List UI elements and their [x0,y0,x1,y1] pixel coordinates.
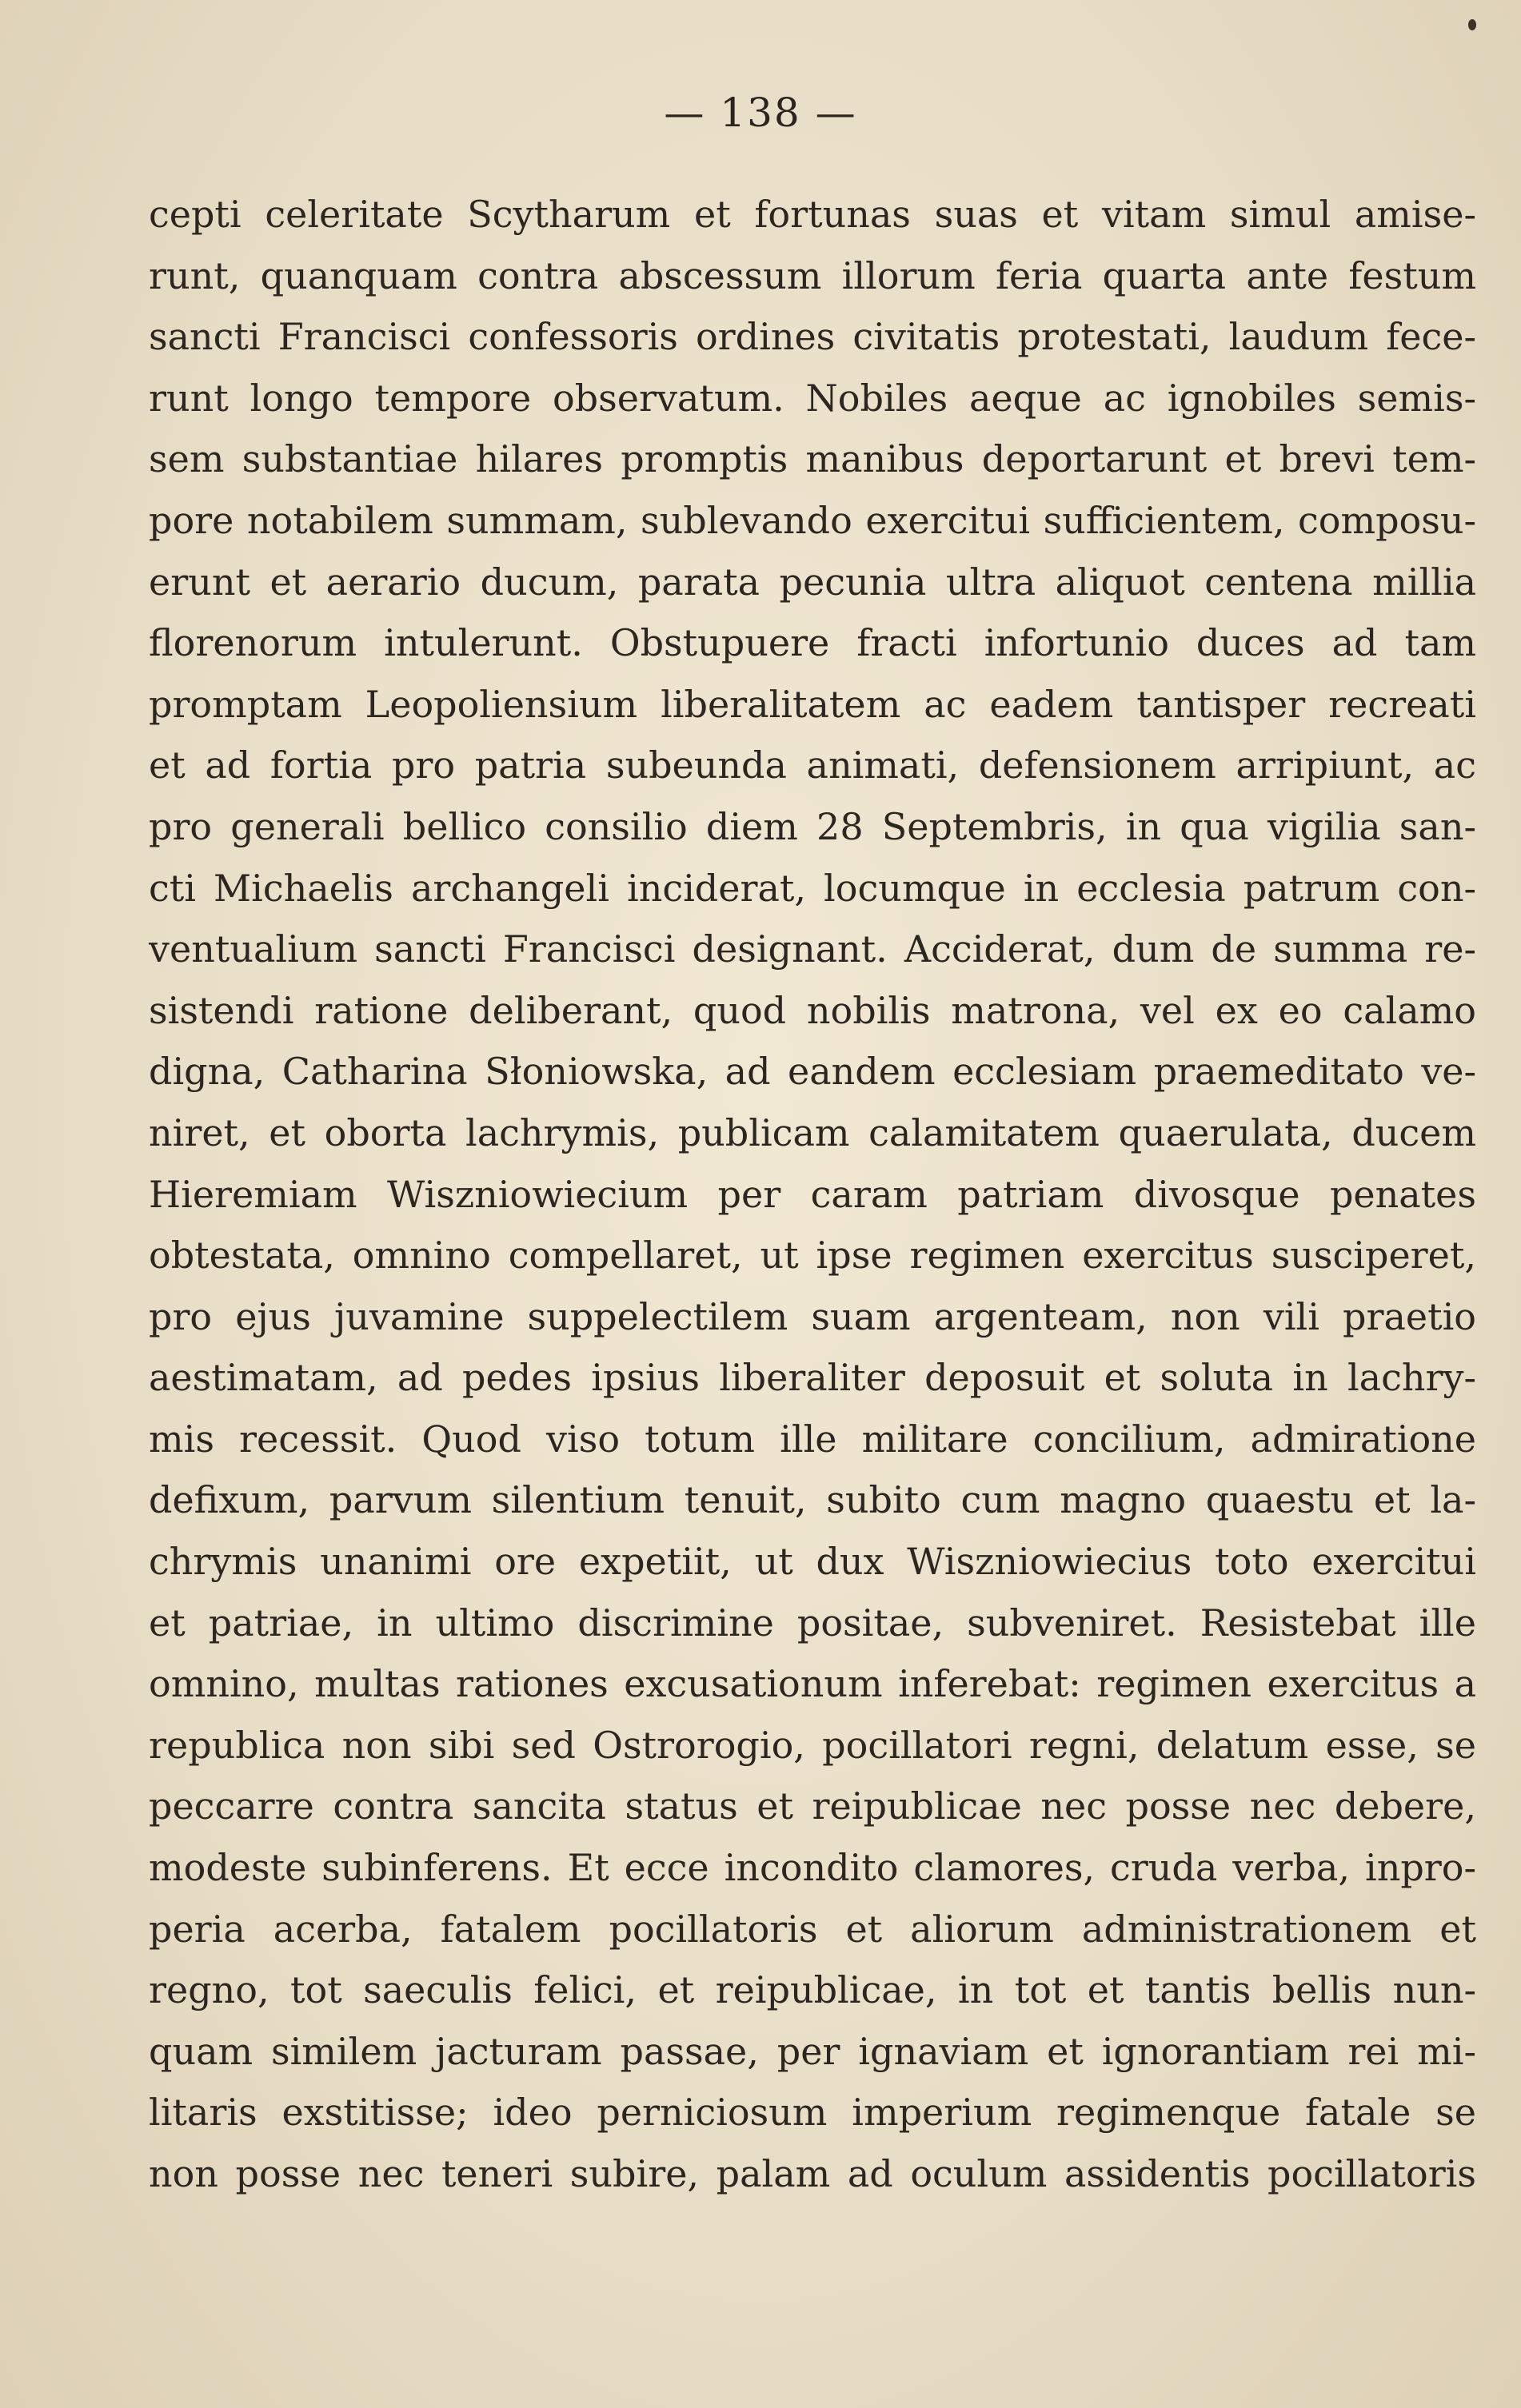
text-line: litaris exstitisse; ideo perniciosum imperium regimenque fatale se [149,2091,1476,2135]
text-line: pore notabilem summam, sublevando exercitui sufficientem, composu- [149,498,1476,542]
text-line: modeste subinferens. Et ecce incondito clamores, cruda verba, inpro- [149,1846,1476,1890]
text-line: obtestata, omnino compellaret, ut ipse regimen exercitus susciperet, [149,1234,1476,1278]
text-line: promptam Leopoliensium liberalitatem ac eadem tantisper recreati [149,682,1476,726]
text-line: niret, et oborta lachrymis, publicam calamitatem quaerulata, ducem [149,1110,1476,1154]
text-line: sistendi ratione deliberant, quod nobilis matrona, vel ex eo calamo [149,988,1476,1032]
ink-speck [1468,19,1476,30]
text-line: runt, quanquam contra abscessum illorum feria quarta ante festum [149,253,1476,297]
text-line: sancti Francisci confessoris ordines civitatis protestati, laudum fece- [149,315,1476,359]
text-line: Hieremiam Wiszniowiecium per caram patriam divosque penates [149,1172,1476,1216]
body-text [149,184,1476,2205]
text-line: runt longo tempore observatum. Nobiles aeque ac ignobiles semis- [149,376,1476,420]
text-line: et ad fortia pro patria subeunda animati, defensionem arripiunt, ac [149,744,1476,787]
text-line: sem substantiae hilares promptis manibus deportarunt et brevi tem- [149,437,1476,481]
text-line: cepti celeritate Scytharum et fortunas suas et vitam simul amise- [149,193,1476,236]
text-line: mis recessit. Quod viso totum ille militare concilium, admiratione [149,1417,1476,1461]
text-line: ventualium sancti Francisci designant. Acciderat, dum de summa re- [149,927,1476,971]
text-line: peccarre contra sancita status et reipublicae nec posse nec debere, [149,1784,1476,1828]
text-line: pro generali bellico consilio diem 28 Septembris, in qua vigilia san- [149,804,1476,848]
page-number: — 138 — [664,90,857,136]
text-line: et patriae, in ultimo discrimine positae, subveniret. Resistebat ille [149,1601,1476,1645]
text-line: pro ejus juvamine suppelectilem suam argenteam, non vili praetio [149,1294,1476,1338]
text-line: republica non sibi sed Ostrorogio, pocillatori regni, delatum esse, se [149,1723,1476,1767]
text-line: defixum, parvum silentium tenuit, subito cum magno quaestu et la- [149,1478,1476,1522]
text-line: florenorum intulerunt. Obstupuere fracti infortunio duces ad tam [149,621,1476,665]
text-line: non posse nec teneri subire, palam ad oculum assidentis pocillatoris [149,2152,1476,2195]
text-line: erunt et aerario ducum, parata pecunia ultra aliquot centena millia [149,560,1476,604]
text-line: chrymis unanimi ore expetiit, ut dux Wiszniowiecius toto exercitui [149,1540,1476,1584]
text-line: regno, tot saeculis felici, et reipublicae, in tot et tantis bellis nun- [149,1968,1476,2012]
text-line: peria acerba, fatalem pocillatoris et aliorum administrationem et [149,1907,1476,1951]
text-line: cti Michaelis archangeli inciderat, locumque in ecclesia patrum con- [149,866,1476,910]
text-line: omnino, multas rationes excusationum inferebat: regimen exercitus a [149,1662,1476,1706]
text-line: digna, Catharina Słoniowska, ad eandem ecclesiam praemeditato ve- [149,1050,1476,1094]
text-line: aestimatam, ad pedes ipsius liberaliter deposuit et soluta in lachry- [149,1356,1476,1400]
text-line: quam similem jacturam passae, per ignaviam et ignorantiam rei mi- [149,2029,1476,2073]
